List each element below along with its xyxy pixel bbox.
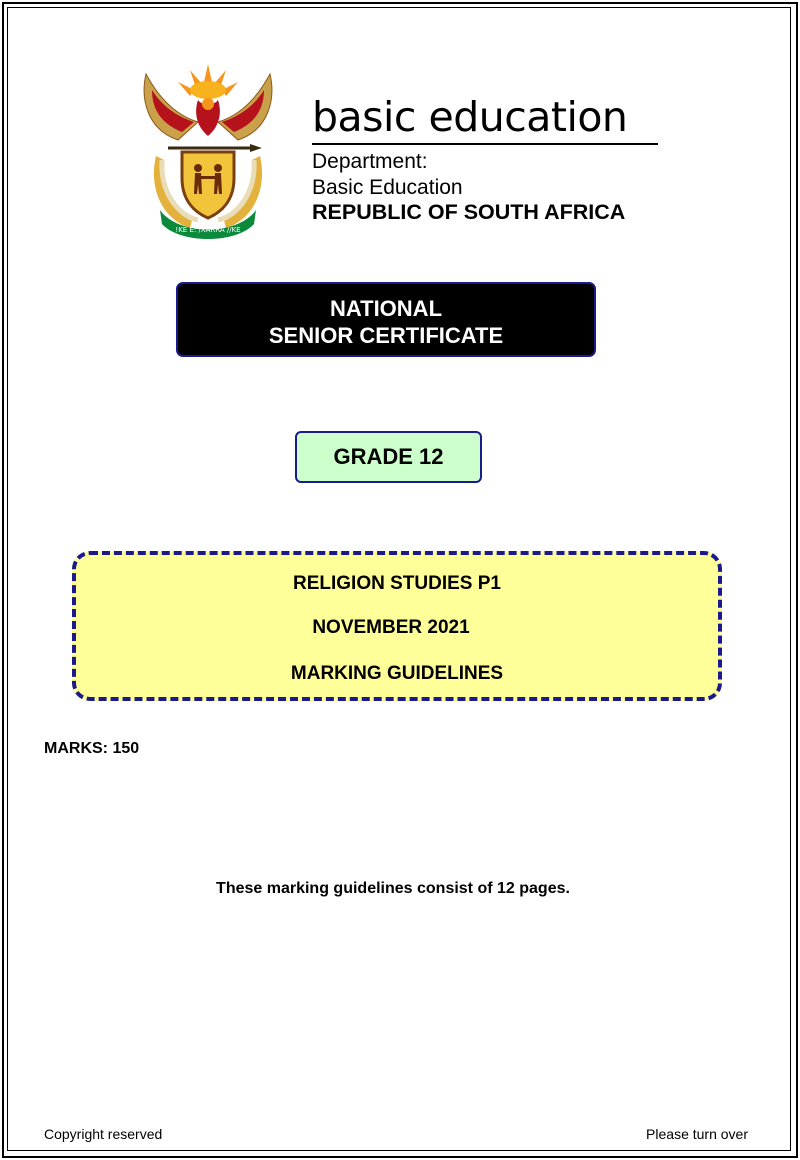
coat-of-arms-motto: !KE E: /XARRA //KE: [175, 226, 241, 234]
certificate-line-1: NATIONAL: [329, 296, 443, 321]
coat-of-arms-icon: [138, 60, 278, 240]
brand-title: basic education: [312, 93, 628, 141]
brand-country: REPUBLIC OF SOUTH AFRICA: [312, 200, 626, 224]
brand-unit: Basic Education: [312, 176, 463, 199]
exam-details-box: [72, 551, 722, 701]
page-count-note: These marking guidelines consist of 12 pages.: [216, 880, 570, 897]
department-branding: [312, 92, 628, 224]
exam-document-type: MARKING GUIDELINES: [290, 663, 504, 684]
certificate-line-2: SENIOR CERTIFICATE: [268, 323, 504, 348]
exam-session: NOVEMBER 2021: [312, 617, 470, 638]
grade-badge: GRADE 12: [295, 431, 482, 483]
brand-department-label: Department:: [312, 150, 428, 173]
total-marks: MARKS: 150: [44, 740, 140, 757]
brand-divider: [312, 143, 658, 145]
footer-copyright: Copyright reserved: [44, 1126, 163, 1142]
certificate-banner: [176, 282, 596, 357]
exam-subject: RELIGION STUDIES P1: [293, 573, 501, 594]
footer-turn-over: Please turn over: [646, 1126, 748, 1142]
